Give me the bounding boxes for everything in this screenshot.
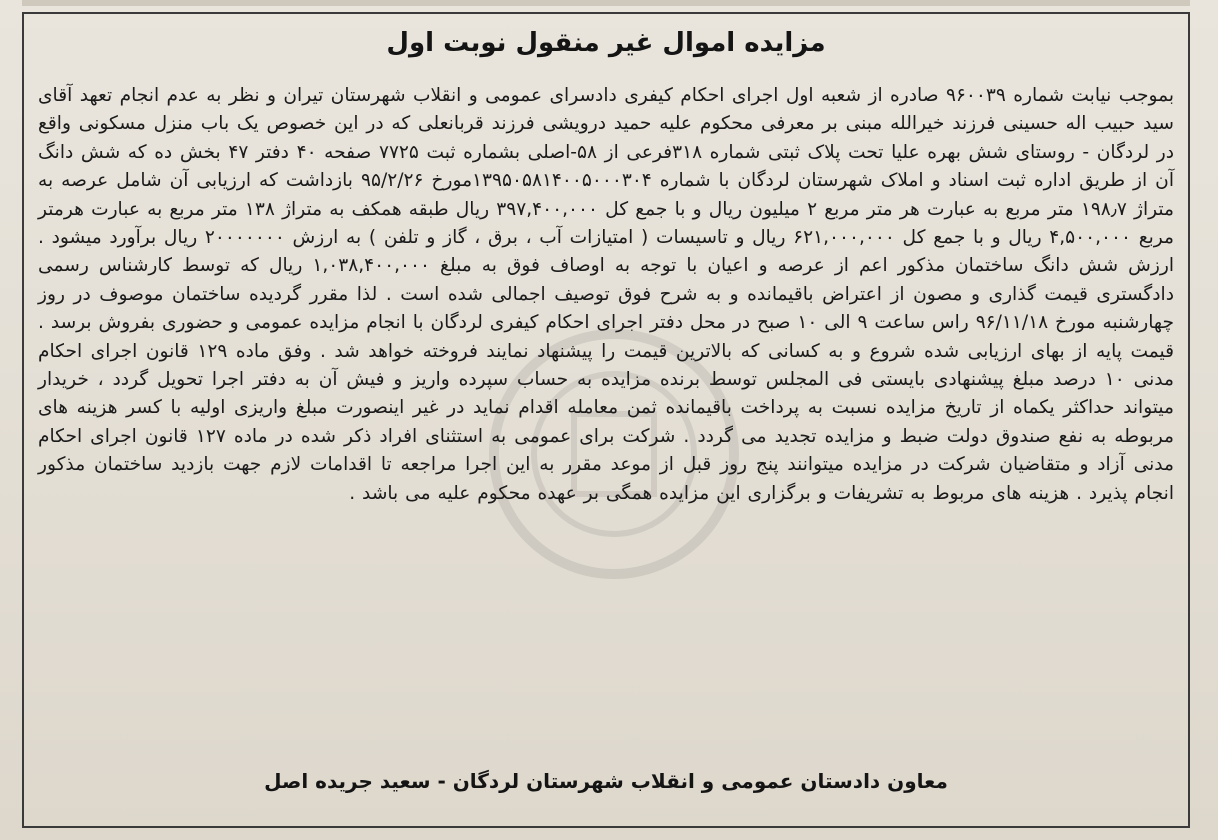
notice-frame	[22, 12, 1190, 828]
notice-body: بموجب نیابت شماره ۹۶۰۰۳۹ صادره از شعبه اول اجرای احکام کیفری دادسرای عمومی و انقلاب شهرستان تیران و نظر به عدم انجام تعهد آقای سید حبیب اله حسینی فرزند خیرالله مبنی بر معرفی محکوم علیه حمید درویشی فرزند قربانعلی که در این خصوص یک باب منزل مسکونی واقع در لردگان - روستای شش بهره علیا تحت پلاک ثبتی شماره ۳۱۸فرعی از ۵۸-اصلی بشماره ثبت ۷۷۲۵ صفحه ۴۰ دفتر ۴۷ بخش ده که شش دانگ آن از طریق اداره ثبت اسناد و املاک شهرستان لردگان با شماره ۱۳۹۵۰۵۸۱۴۰۰۵۰۰۰۳۰۴مورخ ۹۵/۲/۲۶ بازداشت که ارزیابی آن شامل عرصه به متراژ ۱۹۸٫۷ متر مربع به عبارت هر متر مربع ۲ میلیون ریال و با جمع کل ۳۹۷,۴۰۰,۰۰۰ ریال طبقه همکف به متراژ ۱۳۸ متر مربع به عبارت هرمتر مربع ۴,۵۰۰,۰۰۰ ریال و با جمع کل ۶۲۱,۰۰۰,۰۰۰ ریال و تاسیسات ( امتیازات آب ، برق ، گاز و تلفن ) به ارزش ۲۰۰۰۰۰۰۰ ریال برآورد میشود . ارزش شش دانگ ساختمان مذکور اعم از عرصه و اعیان با توجه به اوصاف فوق به مبلغ ۱,۰۳۸,۴۰۰,۰۰۰ ریال که توسط کارشناس رسمی دادگستری قیمت گذاری و مصون از اعتراض باقیمانده و به شرح فوق توصیف اجمالی شده است . لذا مقرر گردیده ساختمان موصوف در روز چهارشنبه مورخ ۹۶/۱۱/۱۸ راس ساعت ۹ الی ۱۰ صبح در محل دفتر اجرای احکام کیفری لردگان با انجام مزایده عمومی و حضوری بفروش برسد . قیمت پایه از بهای ارزیابی شده شروع و به کسانی که بالاترین قیمت را پیشنهاد نمایند فروخته خواهد شد . وفق ماده ۱۲۹ قانون اجرای احکام مدنی ۱۰ درصد مبلغ پیشنهادی بایستی فی المجلس توسط برنده مزایده به حساب سپرده واریز و فیش آن به دفتر اجرا تحویل گردد ، خریدار میتواند حداکثر یکماه از تاریخ مزایده نسبت به پرداخت باقیمانده ثمن معامله اقدام نماید در غیر اینصورت مبلغ واریزی اولیه با کسر هزینه های مربوطه به نفع صندوق دولت ضبط و مزایده تجدید می گردد . شرکت برای عمومی به استثنای افراد ذکر شده در ماده ۱۲۷ قانون اجرای احکام مدنی آزاد و متقاضیان شرکت در مزایده میتوانند پنج روز قبل از موعد مقرر به این اجرا مراجعه تا اقدامات لازم جهت بازدید ساختمان مذکور انجام پذیرد . هزینه های مربوط به تشریفات و برگزاری این مزایده همگی بر عهده محکوم علیه می باشد .	[38, 85, 1175, 504]
notice-signature: معاون دادستان عمومی و انقلاب شهرستان لردگان - سعید جریده اصل	[264, 769, 948, 793]
notice-title: مزایده اموال غیر منقول نوبت اول	[386, 28, 826, 58]
top-edge	[22, 0, 1190, 6]
